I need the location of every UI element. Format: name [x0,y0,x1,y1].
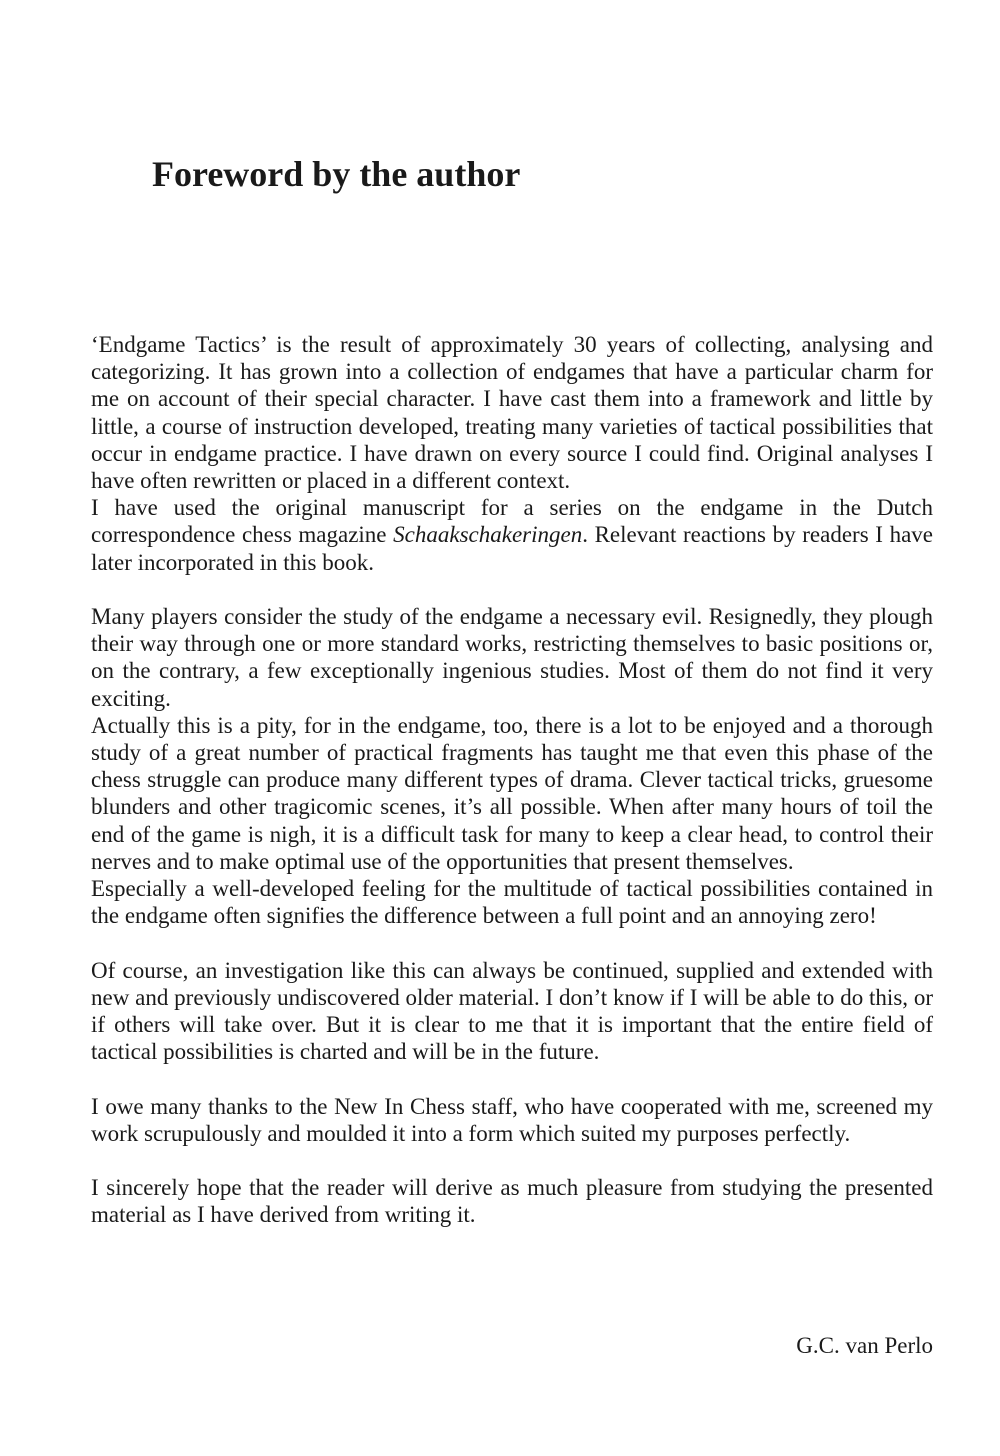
foreword-paragraph: Of course, an investigation like this can always be continued, supplied and extended with new and previously undiscovered older material. I don’t know if I will be able to do this, or if others will take over. But it is clear to me that it is important that the entire field of tactical possibilities is charted and will be in the future. [91,957,933,1065]
foreword-paragraph: I owe many thanks to the New In Chess staff, who have cooperated with me, screened my work scrupulously and moulded it into a form which suited my purposes perfectly. [91,1093,933,1146]
foreword-paragraph: Many players consider the study of the endgame a necessary evil. Resignedly, they plough their way through one or more standard works, restricting themselves to basic positions or, on the contrary, a few exceptionally ingenious studies. Most of them do not find it very exciting. [91,604,933,711]
foreword-paragraph: ‘Endgame Tactics’ is the result of approximately 30 years of collecting, analysing and categorizing. It has grown into a collection of endgames that have a particular charm for me on account of their special character. I have cast them into a framework and little by little, a course of instruction developed, treating many varieties of tactical possibilities that occur in endgame practice. I have drawn on every source I could find. Original analyses I have often rewritten or placed in a different context. [91,332,933,494]
foreword-paragraph: I sincerely hope that the reader will derive as much pleasure from studying the presented material as I have derived from writing it. [91,1175,933,1228]
foreword-body [91,331,933,1256]
magazine-title: Schaakschakeringen [393,522,583,548]
paragraph-text: I have used the original manuscript for a series on the endgame in the Dutch correspondence chess magazine [91,495,933,548]
foreword-paragraph: Especially a well-developed feeling for the multitude of tactical possibilities contained in the endgame often signifies the difference between a full point and an annoying zero! [91,876,933,929]
foreword-paragraph [91,494,933,576]
foreword-section-1 [91,331,933,576]
foreword-section-4 [91,1093,933,1147]
foreword-paragraph: Actually this is a pity, for in the endgame, too, there is a lot to be enjoyed and a thorough study of a great number of practical fragments has taught me that even this phase of the chess struggle can produce many different types of drama. Clever tactical tricks, gruesome blunders and other tragicomic scenes, it’s all possible. When after many hours of toil the end of the game is nigh, it is a difficult task for many to keep a clear head, to control their nerves and to make optimal use of the opportunities that present themselves. [91,712,933,874]
foreword-section-3 [91,957,933,1066]
foreword-section-5 [91,1174,933,1228]
author-signature: G.C. van Perlo [796,1333,933,1358]
foreword-section-2 [91,603,933,929]
paragraph-text: . Relevant reactions by readers I have later incorporated in this book. [91,522,933,575]
page-title: Foreword by the author [152,154,521,194]
